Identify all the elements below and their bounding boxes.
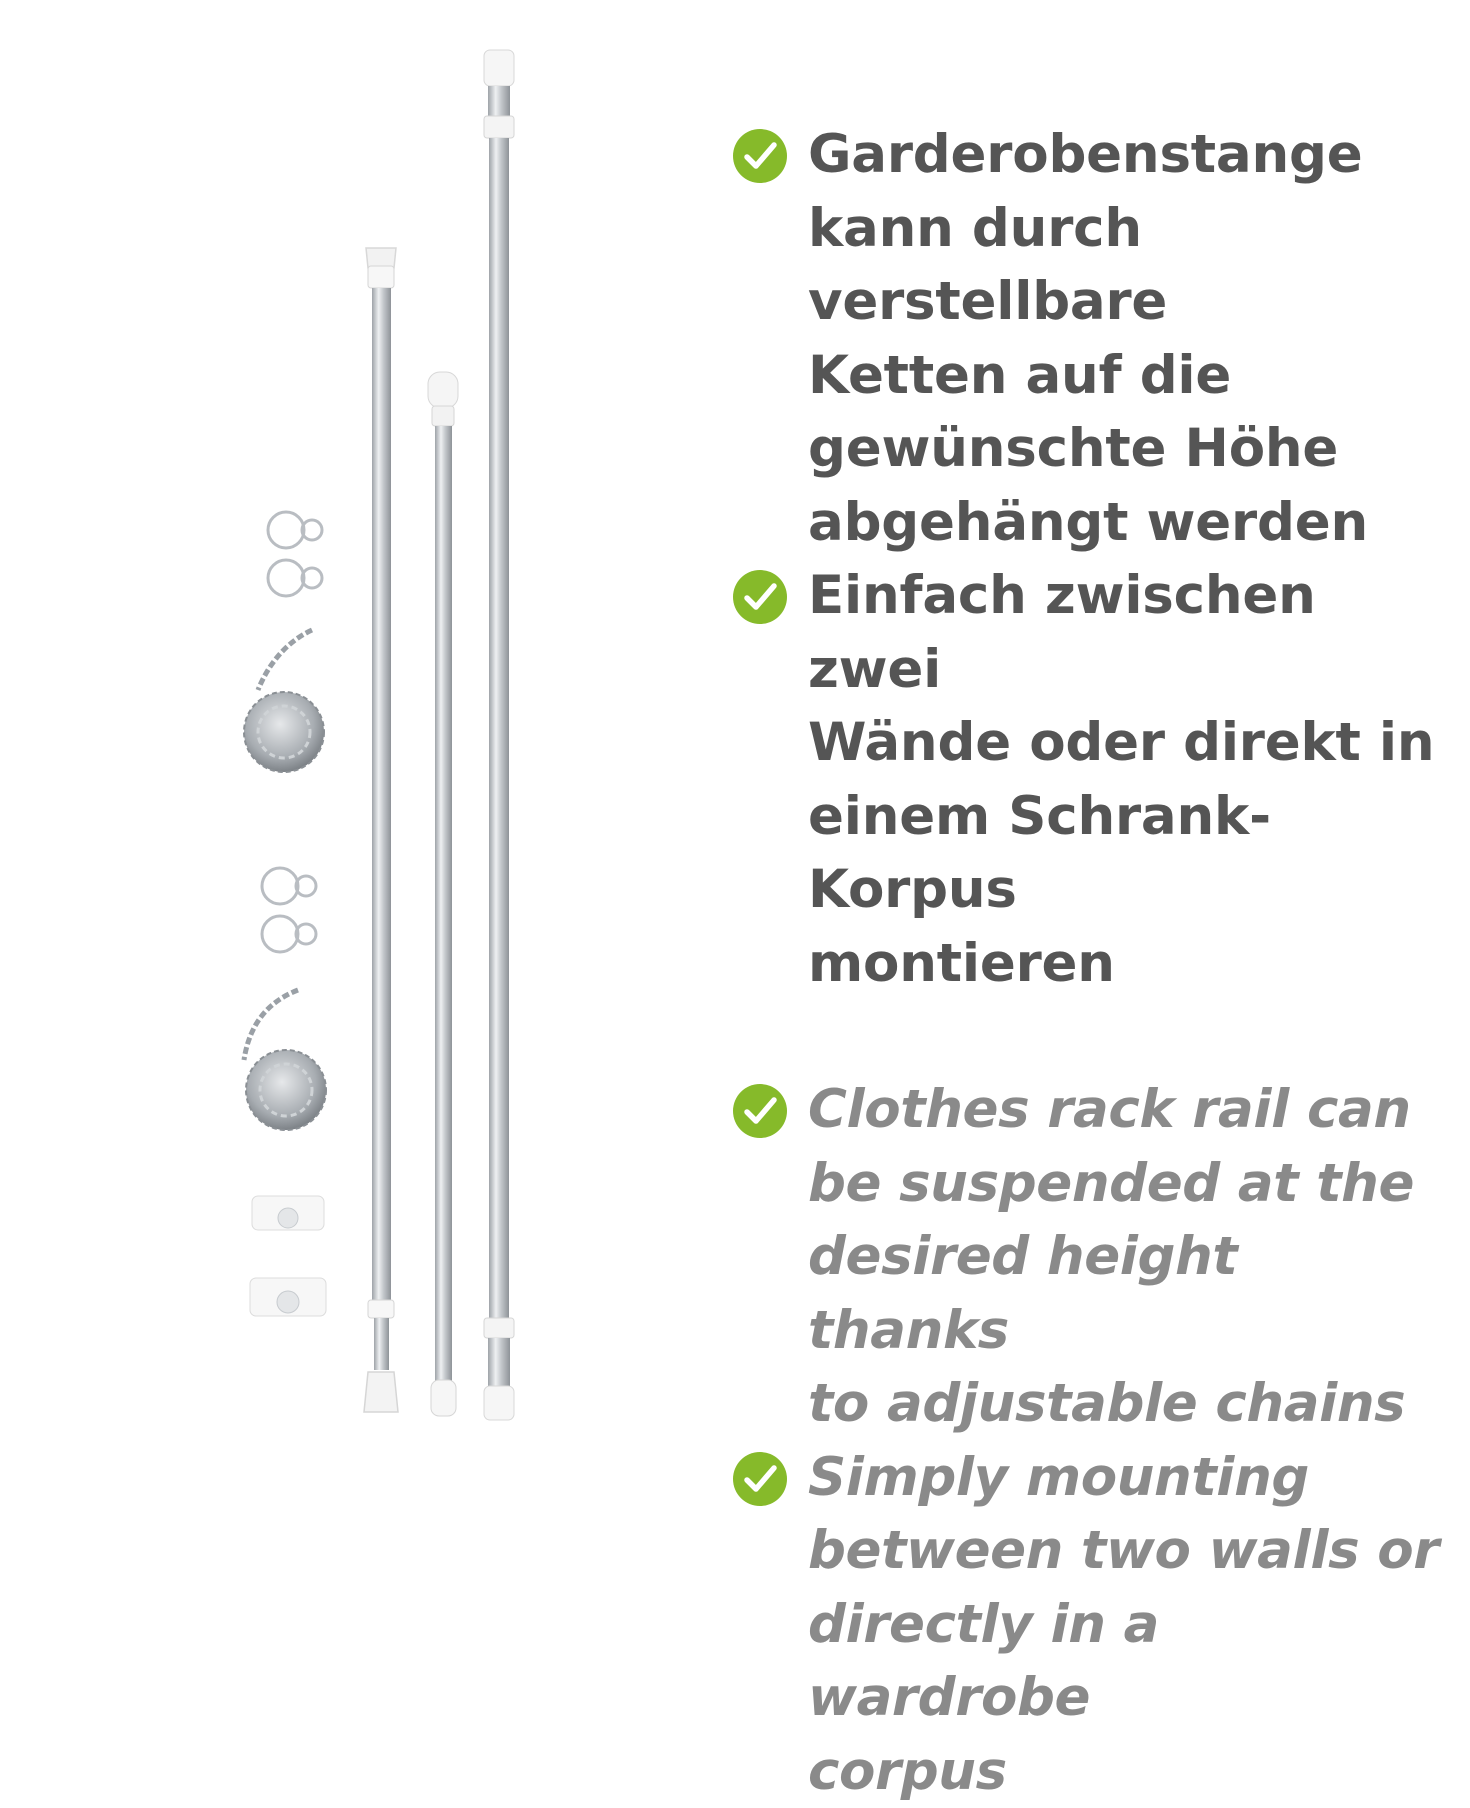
rod-left	[364, 248, 398, 1412]
chain-bottom	[244, 990, 326, 1130]
check-circle-icon	[732, 1451, 788, 1507]
feature-item-en-1	[732, 1073, 1452, 1441]
check-circle-icon	[732, 569, 788, 625]
check-circle-icon	[732, 1083, 788, 1139]
check-circle-icon	[732, 128, 788, 184]
feature-item-en-2	[732, 1441, 1452, 1808]
feature-item-de-2	[732, 559, 1452, 1000]
section-spacer	[732, 1000, 1452, 1073]
rod-middle	[428, 372, 458, 1416]
wall-bracket-top	[252, 1196, 324, 1230]
feature-item-de-1	[732, 118, 1452, 559]
feature-text: Simply mounting between two walls or directly in a wardrobe corpus	[808, 1441, 1452, 1808]
product-illustration	[0, 0, 700, 1471]
feature-text: Einfach zwischen zwei Wände oder direkt in einem Schrank-Korpus montieren	[808, 559, 1452, 1000]
feature-text: Garderobenstange kann durch verstellbare Ketten auf die gewünschte Höhe abgehängt werden	[808, 118, 1452, 559]
feature-text: Clothes rack rail can be suspended at the desired height thanks to adjustable chains	[808, 1073, 1452, 1441]
chain-top	[244, 630, 324, 772]
rings-bottom	[262, 868, 316, 952]
rings-top	[268, 512, 322, 596]
feature-list	[732, 118, 1452, 1808]
rod-right	[484, 50, 514, 1420]
wall-bracket-bottom	[250, 1278, 326, 1316]
